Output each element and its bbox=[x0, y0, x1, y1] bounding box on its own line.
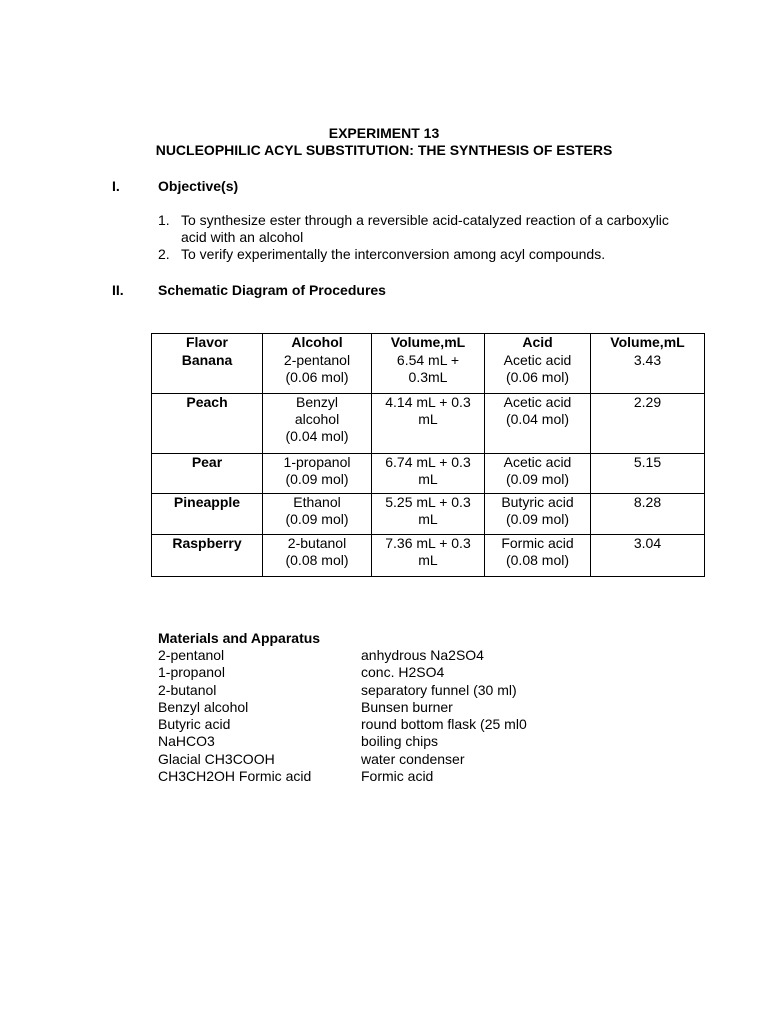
material-item: conc. H2SO4 bbox=[361, 664, 445, 681]
objective-number: 1. bbox=[158, 212, 170, 228]
alcohol-volume-cell: 6.54 mL + 0.3mL bbox=[372, 352, 485, 393]
alcohol-volume-cell: 7.36 mL + 0.3 mL bbox=[372, 534, 485, 576]
material-item: Benzyl alcohol bbox=[158, 698, 249, 715]
flavor-cell: Banana bbox=[152, 352, 263, 393]
alcohol-cell: 2-pentanol (0.06 mol) bbox=[263, 352, 372, 393]
flavor-cell: Raspberry bbox=[152, 534, 263, 576]
material-item: 1-propanol bbox=[158, 664, 225, 681]
materials-list-left bbox=[158, 647, 311, 785]
objective-text: To verify experimentally the interconversion among acyl compounds. bbox=[181, 246, 606, 262]
material-item: NaHCO3 bbox=[158, 733, 215, 750]
material-item: Formic acid bbox=[361, 768, 434, 785]
table-row bbox=[152, 352, 705, 393]
title-line-1: EXPERIMENT 13 bbox=[328, 125, 440, 141]
objective-item bbox=[158, 212, 678, 246]
document-title bbox=[0, 125, 768, 159]
table-row bbox=[152, 453, 705, 493]
header-acid: Acid bbox=[485, 334, 591, 353]
header-acid-volume: Volume,mL bbox=[591, 334, 705, 353]
acid-cell: Acetic acid (0.04 mol) bbox=[485, 393, 591, 453]
alcohol-volume-cell: 5.25 mL + 0.3 mL bbox=[372, 493, 485, 534]
acid-cell: Acetic acid (0.09 mol) bbox=[485, 453, 591, 493]
header-flavor: Flavor bbox=[152, 334, 263, 353]
material-item: anhydrous Na2SO4 bbox=[361, 647, 484, 663]
title-line-2: NUCLEOPHILIC ACYL SUBSTITUTION: THE SYNTHESIS OF ESTERS bbox=[155, 142, 613, 158]
material-item: Bunsen burner bbox=[361, 698, 453, 715]
flavor-cell: Peach bbox=[152, 393, 263, 453]
section-2-number: II. bbox=[112, 282, 124, 298]
table-row bbox=[152, 534, 705, 576]
material-item: Glacial CH3COOH bbox=[158, 750, 275, 767]
alcohol-cell: Benzyl alcohol (0.04 mol) bbox=[263, 393, 372, 453]
material-item: 2-pentanol bbox=[158, 647, 225, 663]
objective-item bbox=[158, 246, 678, 263]
table-row bbox=[152, 393, 705, 453]
material-item: CH3CH2OH Formic acid bbox=[158, 768, 312, 785]
acid-volume-cell: 8.28 bbox=[591, 493, 705, 534]
material-item: separatory funnel (30 ml) bbox=[361, 681, 517, 698]
acid-cell: Butyric acid (0.09 mol) bbox=[485, 493, 591, 534]
materials-heading: Materials and Apparatus bbox=[158, 630, 321, 646]
alcohol-cell: 1-propanol (0.09 mol) bbox=[263, 453, 372, 493]
acid-volume-cell: 3.04 bbox=[591, 534, 705, 576]
table-header-row bbox=[152, 334, 705, 353]
section-1-number: I. bbox=[112, 178, 120, 194]
alcohol-cell: Ethanol (0.09 mol) bbox=[263, 493, 372, 534]
material-item: 2-butanol bbox=[158, 681, 217, 698]
acid-volume-cell: 3.43 bbox=[591, 352, 705, 393]
acid-cell: Formic acid (0.08 mol) bbox=[485, 534, 591, 576]
material-item: water condenser bbox=[361, 750, 465, 767]
material-item: Butyric acid bbox=[158, 716, 231, 733]
acid-cell: Acetic acid (0.06 mol) bbox=[485, 352, 591, 393]
section-1-title: Objective(s) bbox=[158, 178, 239, 194]
materials-section bbox=[158, 630, 320, 647]
objective-number: 2. bbox=[158, 246, 170, 262]
procedures-table bbox=[151, 333, 705, 577]
objectives-list bbox=[158, 212, 678, 263]
alcohol-cell: 2-butanol (0.08 mol) bbox=[263, 534, 372, 576]
alcohol-volume-cell: 6.74 mL + 0.3 mL bbox=[372, 453, 485, 493]
objective-text: To synthesize ester through a reversible acid-catalyzed reaction of a carboxylic acid with an alcohol bbox=[181, 212, 669, 245]
acid-volume-cell: 5.15 bbox=[591, 453, 705, 493]
material-item: boiling chips bbox=[361, 733, 439, 750]
header-alcohol-volume: Volume,mL bbox=[372, 334, 485, 353]
material-item: round bottom flask (25 ml0 bbox=[361, 716, 527, 733]
acid-volume-cell: 2.29 bbox=[591, 393, 705, 453]
alcohol-volume-cell: 4.14 mL + 0.3 mL bbox=[372, 393, 485, 453]
materials-list-right bbox=[361, 647, 527, 785]
flavor-cell: Pineapple bbox=[152, 493, 263, 534]
table-row bbox=[152, 493, 705, 534]
flavor-cell: Pear bbox=[152, 453, 263, 493]
header-alcohol: Alcohol bbox=[263, 334, 372, 353]
section-2-title: Schematic Diagram of Procedures bbox=[158, 282, 386, 298]
